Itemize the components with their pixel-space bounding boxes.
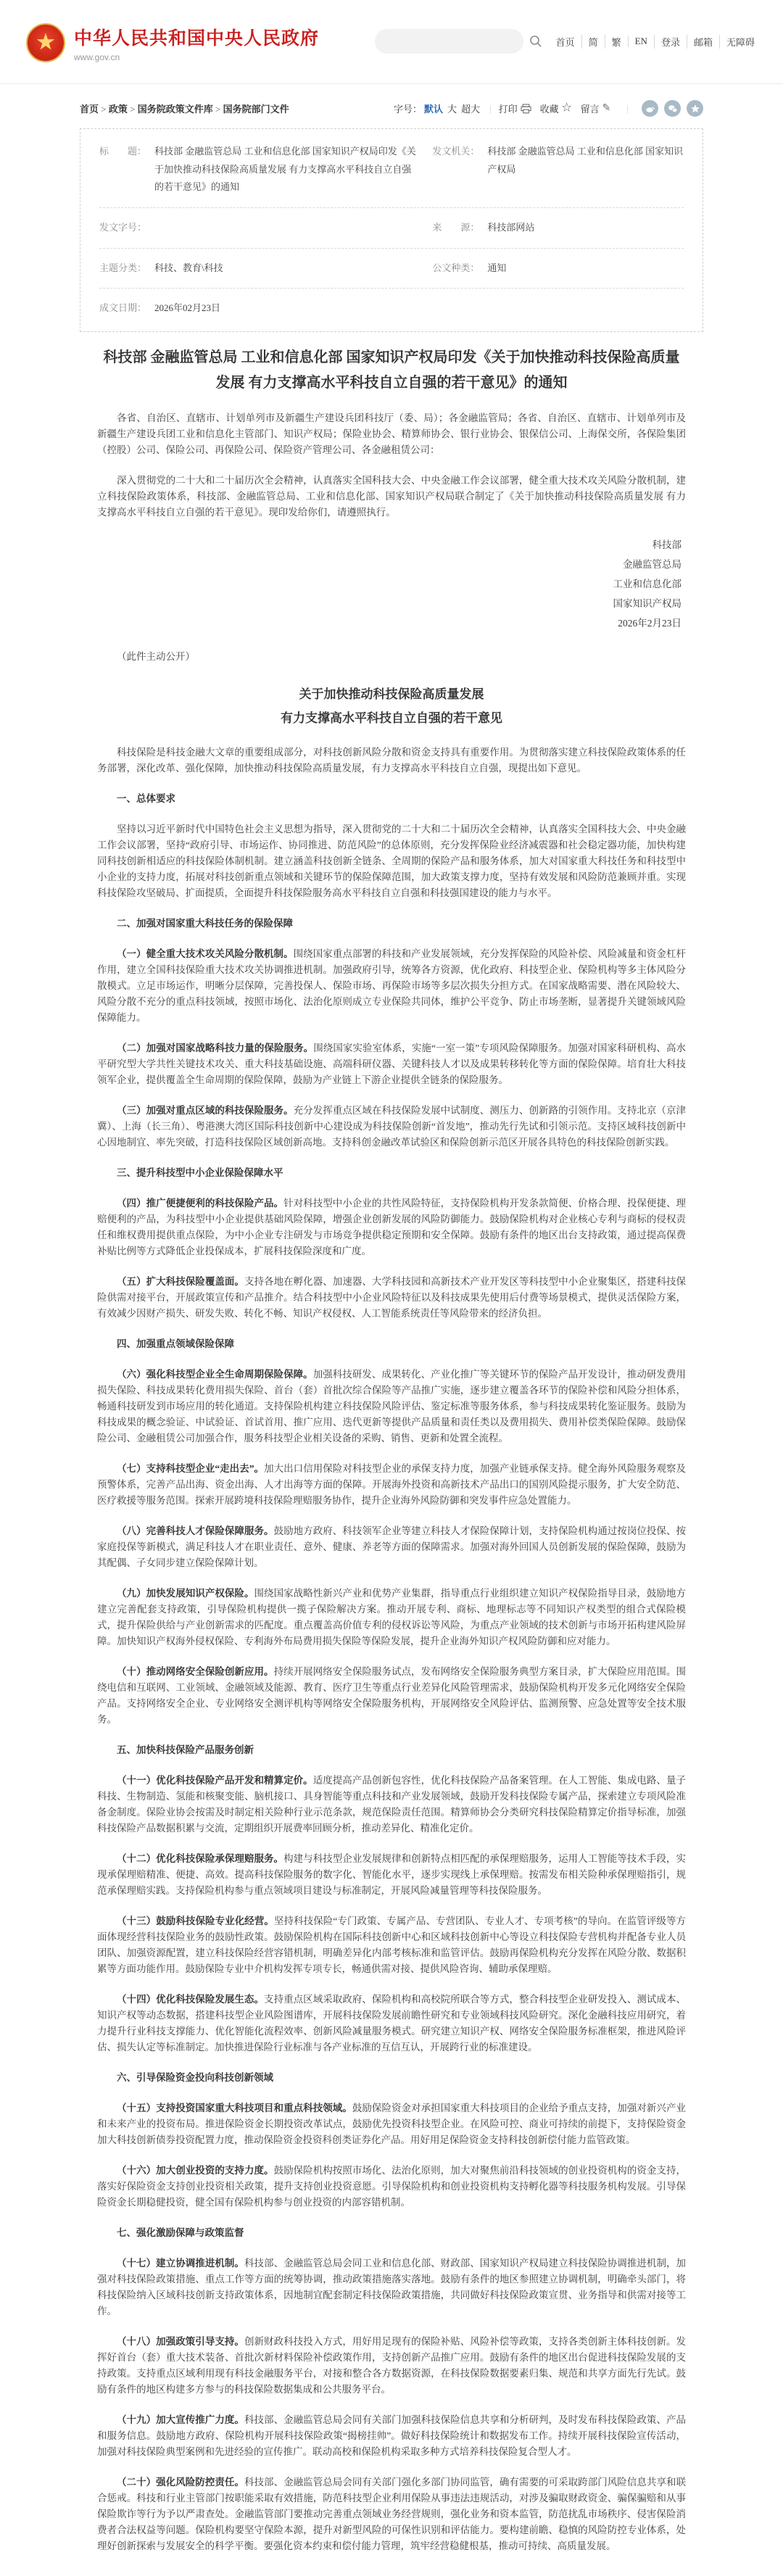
wechat-icon (668, 104, 678, 114)
publicity-note: （此件主动公开） (117, 651, 195, 663)
meta-row-date (99, 289, 684, 328)
document-title: 科技部 金融监管总局 工业和信息化部 国家知识产权局印发《关于加快推动科技保险高质量发展 有力支撑高水平科技自立自强的若干意见》的通知 (103, 349, 680, 392)
share-wechat-button[interactable] (664, 100, 681, 117)
item-lead: （七）支持科技型企业“走出去”。 (117, 1463, 265, 1475)
item-lead: （五）扩大科技保险覆盖面。 (117, 1276, 244, 1288)
comment-label: 留言 (580, 104, 600, 115)
search-icon (529, 35, 542, 48)
star-icon: ☆ (561, 102, 572, 114)
article-item: （十）推动网络安全保险创新应用。持续开展网络安全保险服务试点，发布网络安全保险服务典型方案目录，扩大保险应用范围。围绕电信和互联网、工业领域、金融领域及能源、教育、医疗卫生等重点行业差异化风险管理需求，鼓励保险机构开发多元化网络安全保险产品。支持网络安全企业、专业网络安全测评机构等网络安全保险服务机构，开展网络安全风险评估、监测预警、应急处置等安全技术服务。 (97, 1666, 686, 1726)
breadcrumb-policy-library[interactable]: > 国务院政策文件库 (128, 104, 213, 115)
article-item: （十二）优化科技保险承保理赔服务。构建与科技型企业发展规律和创新特点相匹配的承保理赔服务，运用人工智能等技术手段，实现承保理赔精准、便捷、高效。提高科技保险服务的数字化、智能化水平，逐步实现线上承保理赔。按需发布相关险种承保理赔指引，规范承保理赔实践。支持保险机构参与重点领域项目建设与标准制定，开展风险减量管理等科技保险服务。 (97, 1853, 687, 1897)
article-item: （一）健全重大技术攻关风险分散机制。围绕国家重点部署的科技和产业发展领域，充分发挥保险的风险补偿、风险减量和资金杠杆作用，建立全国科技保险重大技术攻关协调推进机制。加强政府引导，统筹各方资源，优化政府、科技型企业、保险机构等多主体风险分散模式。立足市场运作，明晰分层保障，完善投保人、保险市场、再保险市场等多层次损失分担方式。在国家战略需要、潜在风险较大、风险分散不充分的重点科技领域，按照市场化、法治化原则成立专业保险共同体，维护公平竞争、防止市场垄断，显著提升关键领域风险保障能力。 (97, 948, 687, 1024)
meta-date-label: 成文日期： (99, 302, 147, 314)
inline-doc-title (97, 682, 686, 730)
article-item: （十九）加大宣传推广力度。科技部、金融监管总局会同有关部门加强科技保险信息共享和分析研判，及时发布科技保险政策、产品和服务信息。鼓励地方政府、保险机构开展科技保险政策“揭榜挂帅”。做好科技保险统计和数据发布工作。持续开展科技保险宣传活动，加强对科技保险典型案例和先进经验的宣传推广。联动高校和保险机构采取多种方式培养科技保险复合型人才。 (97, 2414, 687, 2458)
item-lead: （十三）鼓励科技保险专业化经营。 (117, 1916, 274, 1927)
meta-type-label: 公文种类： (432, 262, 480, 273)
article-item: （十八）加强政策引导支持。创新财政科技投入方式，用好用足现有的保险补贴、风险补偿等政策，支持各类创新主体科技创新。发挥好首台（套）重大技术装备、首批次新材料保险补偿政策作用，支持创新产品推广应用。鼓励有条件的地区出台促进科技保险发展的支持政策。支持重点区域利用现有科技金融服务平台，对接和整合各方数据资源，在科技保险数据要素归集、规范和共享方面先行先试。鼓励有条件的地区构建多方参与的科技保险数据集成和公共服务平台。 (97, 2336, 687, 2395)
article-paragraph: 深入贯彻党的二十大和二十届历次全会精神，认真落实全国科技大会、中央金融工作会议部署，健全重大技术攻关风险分散机制，建立科技保险政策体系，科技部、金融监管总局、工业和信息化部、国家知识产权局联合制定了《关于加快推动科技保险高质量发展 有力支撑高水平科技自立自强的若干意见》。现印发给你们，请遵照执行。 (97, 475, 686, 518)
article-paragraph: 各省、自治区、直辖市、计划单列市及新疆生产建设兵团科技厅（委、局）；各金融监管局；各省、自治区、直辖市、计划单列市及新疆生产建设兵团工业和信息化主管部门、知识产权局；保险业协会、精算师协会、银行业协会、银保信公司、上海保交所，各保险集团（控股）公司、保险公司、再保险公司、保险资产管理公司、各金融租赁公司： (97, 413, 686, 456)
nav-simplified[interactable]: 简 (581, 35, 605, 49)
article (97, 345, 686, 2576)
article-paragraph: 坚持以习近平新时代中国特色社会主义思想为指导，深入贯彻党的二十大和二十届历次全会精神，认真落实全国科技大会、中央金融工作会议部署，坚持“政府引导、市场运作、协同推进、防范风险”的总体原则，充分发挥保险业经济减震器和社会稳定器功能，加快构建同科技创新相适应的科技保险体制机制。建立涵盖科技创新全链条、全周期的保险产品和服务体系，加大对国家重大科技任务和科技型中小企业的支持力度，拓展对科技创新重点领域和关键环节的保险保障范围，加大政策支撑力度，坚持有效发展和风险防范兼顾并重。实现科技保险攻坚破局、扩面提质，全面提升科技保险服务高水平科技自立自强和科技强国建设的能力与水平。 (97, 824, 686, 899)
meta-category-value: 科技、教育\科技 (154, 262, 223, 273)
toolbar-divider: | (489, 102, 492, 114)
article-item: （六）强化科技型企业全生命周期保险保障。加强科技研发、成果转化、产业化推广等关键环节的保险产品开发设计，推动研发费用损失保险、科技成果转化费用损失保险、首台（套）首批次综合保险等产品推广实施，逐步建立覆盖各环节的保险补偿和风险分担体系，畅通科技研发到市场应用的转化通道。支持保险机构建立科技保险风险评估、鉴定标准等服务体系，参与科技成果转化鉴证服务。鼓励为科技成果的概念验证、中试验证、首试首用、推广应用、迭代更新等提供产品质量和责任类以及费用损失、费用补偿类保险保障。鼓励保险公司、金融租赁公司加强合作，服务科技型企业相关设备的采购、销售、更新和处置全流程。 (97, 1369, 687, 1444)
section-heading: 七、强化激励保障与政策监督 (117, 2227, 244, 2239)
item-lead: （一）健全重大技术攻关风险分散机制。 (117, 948, 294, 960)
share-weibo-button[interactable] (642, 100, 658, 117)
article-item: （三）加强对重点区域的科技保险服务。充分发挥重点区域在科技保险发展中试制度、测压力、创新路的引领作用。支持北京（京津冀）、上海（长三角）、粤港澳大湾区国际科技创新中心建设成为科技保险创新“首发地”，推动先行先试和引领示范。支持区域科技创新中心因地制宜、率先突破，打造科技保险区域创新高地。支持科创金融改革试验区和保险创新示范区开展各具特色的科技保险创新实践。 (97, 1105, 687, 1148)
toolbar-divider: | (626, 102, 629, 114)
meta-row-category-type (99, 249, 684, 289)
item-lead: （十五）支持投资国家重大科技项目和重点科技领域。 (117, 2103, 352, 2114)
item-lead: （十七）建立协调推进机制。 (117, 2258, 244, 2269)
national-emblem-icon: ★ (26, 23, 65, 62)
signature-line: 科技部 (652, 539, 682, 551)
article-item: （十四）优化科技保险发展生态。支持重点区域采取政府、保险机构和高校院所联合等方式，整合科技型企业研发投入、测试成本、知识产权等动态数据，搭建科技型企业风险图谱库，开展科技保险发展前瞻性研究和专业领域科技风险研究。深化金融科技应用研究，着力提升行业科技支撑能力、优化智能化流程效率、创新风险减量服务模式。研究建立知识产权、网络安全保险服务标准框架，推进风险评估、损失认定等标准制定。加快推进保险行业标准与各产业标准的互信互认，开展跨行业的标准建设。 (97, 1994, 687, 2053)
signature-block (97, 535, 686, 633)
font-size-default[interactable]: 默认 (423, 104, 443, 115)
section-heading: 六、引导保险资金投向科技创新领域 (117, 2072, 273, 2084)
section-heading: 三、提升科技型中小企业保险保障水平 (117, 1167, 283, 1179)
article-item: （五）扩大科技保险覆盖面。支持各地在孵化器、加速器、大学科技园和高新技术产业开发区等科技型中小企业聚集区，搭建科技保险供需对接平台，开展政策宣传和产品推介。结合科技型中小企业风险特征以及科技成果先使用后付费等场景模式，提供灵活保险方案，有效减少因财产损失、研发失败、转化不畅、知识产权侵权、人工智能系统责任等风险带来的经济负担。 (97, 1276, 687, 1320)
item-lead: （十二）优化科技保险承保理赔服务。 (117, 1853, 284, 1865)
signature-line: 金融监管总局 (623, 559, 682, 571)
nav-login[interactable]: 登录 (654, 35, 687, 49)
item-lead: （十）推动网络安全保险创新应用。 (117, 1666, 274, 1678)
share-group (636, 100, 703, 117)
item-lead: （二）加强对国家战略科技力量的保险服务。 (117, 1043, 314, 1054)
breadcrumb-dept-docs[interactable]: > 国务院部门文件 (213, 104, 289, 115)
item-lead: （四）推广便捷便利的科技保险产品。 (117, 1198, 284, 1209)
article-item: （十三）鼓励科技保险专业化经营。坚持科技保险“专门政策、专属产品、专营团队、专业人才、专项考核”的导向。在监管评级等方面体现经营科技保险业务的鼓励性政策。鼓励保险机构在国际科技创新中心和区域科技创新中心等设立科技保险专营机构并配备专业人员团队、加强资源配置，建立科技保险经营容错机制，明确差异化内部考核标准和监管评估。鼓励再保险机构充分发挥在风险分散、数据积累等方面功能作用。鼓励保险专业中介机构发挥专项专长，畅通供需对接、提供风险咨询、辅助承保理赔。 (97, 1916, 687, 1975)
item-lead: （十一）优化科技保险产品开发和精算定价。 (117, 1775, 313, 1786)
meta-issuer-value: 科技部 金融监管总局 工业和信息化部 国家知识产权局 (487, 146, 684, 175)
printer-icon (521, 104, 531, 114)
item-lead: （九）加快发展知识产权保险。 (117, 1588, 254, 1599)
meta-title-label: 标 题： (99, 146, 147, 157)
print-button[interactable] (499, 102, 531, 115)
article-item: （二）加强对国家战略科技力量的保险服务。围绕国家实验室体系，实施“一室一策”专项风险保障服务。加强对国家科研机构、高水平研究型大学共性关键技术攻关、重大科技基础设施、高端科研仪器、关键科技人才以及成果转移转化等方面的保险保障。培育壮大科技领军企业，提供覆盖全生命周期的保险保障，鼓励为产业链上下游企业提供全链条的保险服务。 (97, 1043, 687, 1086)
article-item: （十七）建立协调推进机制。科技部、金融监管总局会同工业和信息化部、财政部、国家知识产权局建立科技保险协调推进机制，加强对科技保险政策措施、重点工作等方面的统筹协调，推动政策措施落实落地。鼓励有条件的地区参照建立协调机制，明确牵头部门，将科技保险纳入区域科技创新支持政策体系，因地制宜配套制定科技保险政策措施，共同做好科技保险政策宣贯、业务指导和供需对接等工作。 (97, 2258, 687, 2317)
star-badge-icon (690, 104, 700, 114)
meta-row-title (99, 132, 684, 208)
inline-doc-title-line: 有力支撑高水平科技自立自强的若干意见 (281, 711, 502, 726)
pencil-icon: ✎ (602, 102, 611, 114)
breadcrumb-policy[interactable]: > 政策 (99, 104, 128, 115)
breadcrumb-home[interactable]: 首页 (80, 104, 99, 115)
nav-traditional[interactable]: 繁 (605, 35, 628, 49)
font-size-xlarge[interactable]: 超大 (460, 104, 480, 115)
search-input[interactable] (375, 29, 523, 54)
section-heading: 五、加快科技保险产品服务创新 (117, 1744, 254, 1756)
site-url: www.gov.cn (74, 51, 120, 62)
item-lead: （三）加强对重点区域的科技保险服务。 (117, 1105, 294, 1117)
meta-source-value: 科技部网站 (487, 222, 535, 233)
item-lead: （十九）加大宣传推广力度。 (117, 2414, 244, 2426)
document-meta-box (80, 128, 703, 332)
inline-doc-title-line: 关于加快推动科技保险高质量发展 (299, 687, 484, 702)
article-item: （二十）强化风险防控责任。科技部、金融监管总局会同有关部门强化多部门协同监管，确有需要的可采取跨部门风险信息共享和联合惩戒。科技和行业主管部门按职能采取有效措施，防范科技型企业利用保险从事违法违规活动，对涉及骗取财政资金、骗保骗赔和从事保险欺诈等行为予以严肃查处。金融监管部门要推动完善重点领域业务经营规则，强化业务和资本监管，防范扰乱市场秩序、侵害保险消费者合法权益等问题。保险机构要坚守保险本源，提升对新型风险的可保性识别和评估能力。要构建前瞻、稳慎的风险防控专业体系，处理好创新探索与发展安全的科学平衡。要强化资本约束和偿付能力管理，筑牢经营稳健根基，推动可持续、高质量发展。 (97, 2477, 687, 2552)
nav-mailbox[interactable]: 邮箱 (687, 35, 719, 49)
section-heading: 四、加强重点领域保险保障 (117, 1338, 234, 1350)
article-body (97, 410, 686, 2554)
print-label: 打印 (498, 104, 518, 115)
item-lead: （十八）加强政策引导支持。 (117, 2336, 244, 2348)
signature-line: 2026年2月23日 (618, 618, 682, 629)
article-item: （十六）加大创业投资的支持力度。鼓励保险机构按照市场化、法治化原则，加大对聚焦前沿科技领域的创业投资机构的资金支持，落实好保险资金支持创业投资相关政策，提升支持创业投资意愿。引导保险机构和创业投资机构支持孵化器等科技服务机构发展。引导保险资金长期稳健投资，健全国有保险机构参与创业投资的内部容错机制。 (97, 2165, 686, 2208)
meta-source-label: 来 源： (432, 222, 480, 233)
site-brand[interactable] (26, 23, 319, 62)
meta-row-number-source (99, 208, 684, 249)
article-item: （十五）支持投资国家重大科技项目和重点科技领域。鼓励保险资金对承担国家重大科技项目的企业给予重点支持，加强对新兴产业和未来产业的投资布局。推进保险资金长期投资改革试点，鼓励优先投资科技型企业。在风险可控、商业可持续的前提下，支持保险资金加大科技创新债券投资配置力度，推动保险资金投资科创类证券化产品。用好用足保险资金支持科技创新偿付能力监管政策。 (97, 2103, 687, 2146)
item-lead: （八）完善科技人才保险保障服务。 (117, 1525, 274, 1537)
nav-home[interactable]: 首页 (555, 36, 575, 48)
signature-line: 工业和信息化部 (613, 579, 682, 590)
favorite-label: 收藏 (539, 104, 559, 115)
item-lead: （十六）加大创业投资的支持力度。 (117, 2165, 274, 2177)
nav-english[interactable]: EN (628, 36, 654, 47)
article-item: （八）完善科技人才保险保障服务。鼓励地方政府、科技领军企业等建立科技人才保险保障计划，支持保险机构通过按岗位投保、按家庭投保等新模式，满足科技人才在职业责任、意外、健康、养老等方面的保障需求。加强对海外回国人员创新发展的保险保障，鼓励为其配偶、子女同步建立保险保障计划。 (97, 1525, 686, 1569)
meta-docno-label: 发文字号： (99, 222, 147, 233)
meta-issuer-label: 发文机关： (432, 146, 480, 157)
search-button[interactable] (529, 35, 542, 48)
article-item: （十一）优化科技保险产品开发和精算定价。适度提高产品创新包容性，优化科技保险产品备案管理。在人工智能、集成电路、量子科技、生物制造、氢能和核聚变能、脑机接口、具身智能等重点科技和产业发展领域，鼓励开发科技保险专属产品，探索建立专项风险准备金制度。保险业协会按需及时制定相关险种行业示范条款，规范保险责任范围。精算师协会分类研究科技保险精算定价指导标准，加强科技保险产品数据积累与交流，定期组织开展费率回顾分析，推动差异化、精准化定价。 (97, 1775, 687, 1834)
signature-line: 国家知识产权局 (613, 598, 682, 610)
breadcrumb (80, 102, 289, 115)
comment-button[interactable] (581, 102, 611, 115)
share-more-button[interactable] (687, 100, 703, 117)
font-size-label: 字号： (393, 104, 422, 115)
item-lead: （六）强化科技型企业全生命周期保险保障。 (117, 1369, 313, 1380)
nav-accessibility[interactable]: 无障碍 (719, 35, 761, 49)
meta-category-label: 主题分类： (99, 262, 147, 273)
section-heading: 二、加强对国家重大科技任务的保险保障 (117, 918, 293, 929)
weibo-icon (645, 104, 655, 114)
meta-type-value: 通知 (487, 262, 507, 273)
font-size-large[interactable]: 大 (447, 104, 457, 115)
site-header (0, 0, 783, 84)
article-item: （九）加快发展知识产权保险。围绕国家战略性新兴产业和优势产业集群，指导重点行业组织建立知识产权保险指导目录，鼓励地方建立完善配套支持政策，引导保险机构提供一揽子保险解决方案。推动开展专利、商标、地理标志等不同知识产权类型的组合式保险模式，提升保险供给与产业创新需求的匹配度。重点覆盖高价值专利的侵权诉讼等风险，为重点产业领域的技术创新与市场开拓构建风险屏障。加快知识产权海外侵权保险、专利海外布局费用损失保险等保险发展，提升企业海外知识产权风险防御和应对能力。 (97, 1588, 687, 1647)
item-lead: （二十）强化风险防控责任。 (117, 2477, 244, 2488)
site-title: 中华人民共和国中央人民政府 (74, 28, 320, 49)
page-toolbar (394, 100, 703, 117)
top-nav (550, 35, 761, 49)
meta-date-value: 2026年02月23日 (154, 302, 221, 314)
article-item: （七）支持科技型企业“走出去”。加大出口信用保险对科技型企业的承保支持力度，加强产业链承保支持。健全海外风险服务观察及预警体系，完善产品出海、资金出海、人才出海等方面的保障。开展海外投资和高新技术产品出口的国别风险提示服务，扩大安全防范、医疗救援等服务范围。探索开展跨境科技保险理赔服务协作，提升企业海外风险防御和突发事件应急处置能力。 (97, 1463, 687, 1507)
article-paragraph: 科技保险是科技金融大文章的重要组成部分，对科技创新风险分散和资金支持具有重要作用。为贯彻落实建立科技保险政策体系的任务部署，深化改革、强化保障，加快推动科技保险高质量发展，有力支撑高水平科技自立自强，现提出如下意见。 (97, 747, 686, 774)
item-lead: （十四）优化科技保险发展生态。 (117, 1994, 265, 2005)
meta-title-value: 科技部 金融监管总局 工业和信息化部 国家知识产权局印发《关于加快推动科技保险高质量发展 有力支撑高水平科技自立自强的若干意见》的通知 (154, 146, 416, 193)
article-item: （四）推广便捷便利的科技保险产品。针对科技型中小企业的共性风险特征，支持保险机构开发条款简便、价格合理、投保便捷、理赔便利的产品，为科技型中小企业提供基础风险保障，增强企业创新发展的风险防御能力。鼓励保险机构对企业核心专利与商标的侵权责任和维权费用提供重点保险，为中小企业专注研发与市场竞争提供稳定预期和安全保障。鼓励有条件的地区出台支持政策，通过提高保费补贴比例等方式降低企业投保成本，扩展科技保险深度和广度。 (97, 1198, 687, 1257)
favorite-button[interactable] (540, 102, 572, 115)
section-heading: 一、总体要求 (117, 793, 175, 805)
